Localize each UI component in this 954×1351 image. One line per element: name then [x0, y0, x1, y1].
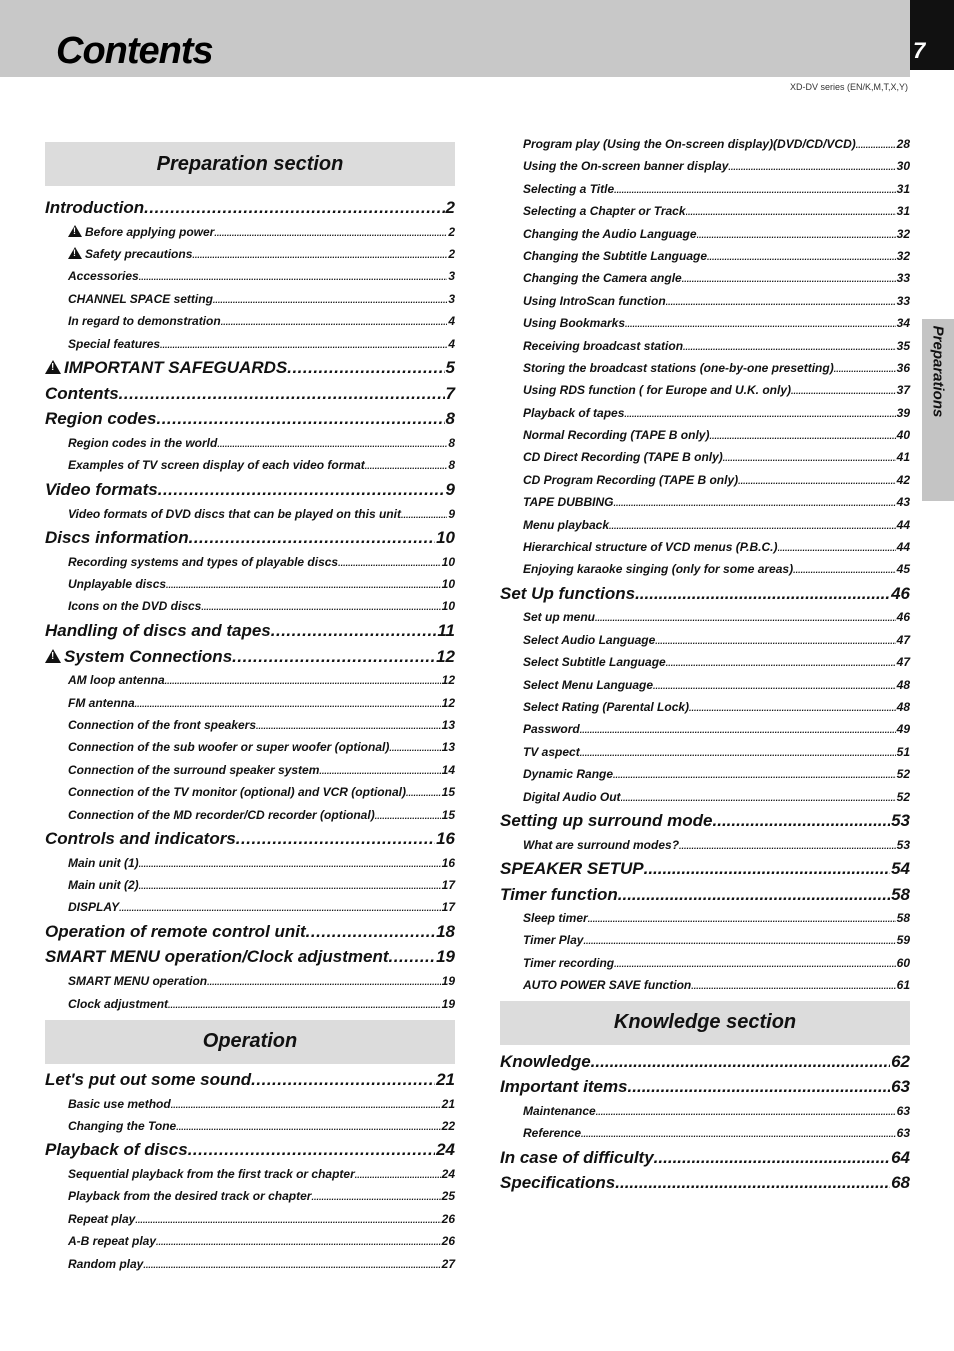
toc-entry[interactable]: Handling of discs and tapes ..... 11: [45, 618, 455, 644]
toc-entry[interactable]: TAPE DUBBING ..... 43: [500, 491, 910, 513]
toc-entry[interactable]: CHANNEL SPACE setting ..... 3: [45, 288, 455, 310]
toc-entry[interactable]: Select Subtitle Language ..... 47: [500, 651, 910, 673]
toc-entry[interactable]: Select Rating (Parental Lock) ..... 48: [500, 696, 910, 718]
toc-entry[interactable]: Hierarchical structure of VCD menus (P.B.C.) ..... 44: [500, 536, 910, 558]
toc-entry[interactable]: Receiving broadcast station ..... 35: [500, 335, 910, 357]
toc-entry[interactable]: Using Bookmarks ..... 34: [500, 312, 910, 334]
toc-entry[interactable]: Using RDS function ( for Europe and U.K. only) ..... 37: [500, 379, 910, 401]
toc-entry[interactable]: Timer function ..... 58: [500, 882, 910, 908]
toc-entry[interactable]: Using IntroScan function ..... 33: [500, 290, 910, 312]
section-header-preparation: Preparation section: [45, 142, 455, 186]
toc-entry[interactable]: A-B repeat play ..... 26: [45, 1230, 455, 1252]
toc-entry[interactable]: SMART MENU operation ..... 19: [45, 970, 455, 992]
page-title: Contents: [56, 30, 213, 72]
toc-entry[interactable]: SPEAKER SETUP ..... 54: [500, 856, 910, 882]
toc-entry[interactable]: Operation of remote control unit ..... 18: [45, 919, 455, 945]
toc-entry[interactable]: Accessories ..... 3: [45, 265, 455, 287]
model-label: XD-DV series (EN/K,M,T,X,Y): [789, 82, 908, 92]
toc-right-column: [500, 133, 910, 1196]
toc-entry[interactable]: Connection of the MD recorder/CD recorder (optional) ..... 15: [45, 804, 455, 826]
section-header-operation: Operation: [45, 1020, 455, 1064]
warning-icon: [68, 225, 82, 237]
side-tab-label: Preparations: [929, 325, 947, 418]
toc-entry[interactable]: ! System Connections ..... 12: [45, 644, 455, 670]
toc-entry[interactable]: In case of difficulty ..... 64: [500, 1145, 910, 1171]
toc-entry[interactable]: ! Safety precautions ..... 2: [45, 243, 455, 265]
toc-entry[interactable]: Connection of the front speakers ..... 13: [45, 714, 455, 736]
toc-entry[interactable]: Connection of the TV monitor (optional) and VCR (optional) ..... 15: [45, 781, 455, 803]
toc-entry[interactable]: Basic use method ..... 21: [45, 1093, 455, 1115]
toc-entry[interactable]: Changing the Subtitle Language ..... 32: [500, 245, 910, 267]
toc-entry[interactable]: Password ..... 49: [500, 718, 910, 740]
toc-entry[interactable]: ! IMPORTANT SAFEGUARDS ..... 5: [45, 355, 455, 381]
toc-entry[interactable]: Set Up functions ..... 46: [500, 581, 910, 607]
toc-entry[interactable]: Region codes ..... 8: [45, 406, 455, 432]
toc-entry[interactable]: Selecting a Title ..... 31: [500, 178, 910, 200]
toc-entry[interactable]: Controls and indicators ..... 16: [45, 826, 455, 852]
toc-entry[interactable]: Discs information ..... 10: [45, 525, 455, 551]
toc-entry[interactable]: SMART MENU operation/Clock adjustment ..... 19: [45, 944, 455, 970]
toc-entry[interactable]: Region codes in the world ..... 8: [45, 432, 455, 454]
section-header-knowledge: Knowledge section: [500, 1001, 910, 1045]
toc-entry[interactable]: Enjoying karaoke singing (only for some areas) ..... 45: [500, 558, 910, 580]
toc-entry[interactable]: In regard to demonstration ..... 4: [45, 310, 455, 332]
warning-icon: [68, 247, 82, 259]
toc-entry[interactable]: Main unit (1) ..... 16: [45, 852, 455, 874]
toc-entry[interactable]: Selecting a Chapter or Track ..... 31: [500, 200, 910, 222]
toc-entry[interactable]: Main unit (2) ..... 17: [45, 874, 455, 896]
toc-entry[interactable]: CD Direct Recording (TAPE B only) ..... 41: [500, 446, 910, 468]
toc-entry[interactable]: Special features ..... 4: [45, 333, 455, 355]
toc-entry[interactable]: AUTO POWER SAVE function ..... 61: [500, 974, 910, 996]
toc-left-column: [45, 142, 455, 1275]
toc-entry[interactable]: Changing the Tone ..... 22: [45, 1115, 455, 1137]
toc-entry[interactable]: Reference ..... 63: [500, 1122, 910, 1144]
toc-entry[interactable]: AM loop antenna ..... 12: [45, 669, 455, 691]
side-tab[interactable]: [922, 319, 954, 501]
warning-icon: [45, 649, 61, 663]
toc-entry[interactable]: Playback of discs ..... 24: [45, 1137, 455, 1163]
toc-entry[interactable]: Using the On-screen banner display ..... 30: [500, 155, 910, 177]
toc-entry[interactable]: Normal Recording (TAPE B only) ..... 40: [500, 424, 910, 446]
toc-entry[interactable]: Sequential playback from the first track or chapter ..... 24: [45, 1163, 455, 1185]
toc-entry[interactable]: Sleep timer ..... 58: [500, 907, 910, 929]
toc-entry[interactable]: Repeat play ..... 26: [45, 1208, 455, 1230]
toc-entry[interactable]: Connection of the sub woofer or super woofer (optional) ..... 13: [45, 736, 455, 758]
toc-entry[interactable]: Random play ..... 27: [45, 1253, 455, 1275]
toc-entry[interactable]: Timer Play ..... 59: [500, 929, 910, 951]
toc-entry[interactable]: Specifications ..... 68: [500, 1170, 910, 1196]
toc-entry[interactable]: Set up menu ..... 46: [500, 606, 910, 628]
toc-entry[interactable]: Contents ..... 7: [45, 381, 455, 407]
toc-entry[interactable]: Examples of TV screen display of each video format ..... 8: [45, 454, 455, 476]
toc-entry[interactable]: ! Before applying power ..... 2: [45, 221, 455, 243]
toc-entry[interactable]: Connection of the surround speaker system ..... 14: [45, 759, 455, 781]
toc-entry[interactable]: Select Menu Language ..... 48: [500, 674, 910, 696]
toc-entry[interactable]: Clock adjustment ..... 19: [45, 993, 455, 1015]
toc-entry[interactable]: Program play (Using the On-screen display)(DVD/CD/VCD) ..... 28: [500, 133, 910, 155]
toc-entry[interactable]: Changing the Camera angle ..... 33: [500, 267, 910, 289]
toc-entry[interactable]: Knowledge ..... 62: [500, 1049, 910, 1075]
toc-entry[interactable]: Setting up surround mode ..... 53: [500, 808, 910, 834]
toc-entry[interactable]: Menu playback ..... 44: [500, 514, 910, 536]
toc-entry[interactable]: Dynamic Range ..... 52: [500, 763, 910, 785]
toc-entry[interactable]: Video formats ..... 9: [45, 477, 455, 503]
toc-entry[interactable]: Select Audio Language ..... 47: [500, 629, 910, 651]
toc-entry[interactable]: Playback from the desired track or chapter ..... 25: [45, 1185, 455, 1207]
toc-entry[interactable]: Storing the broadcast stations (one-by-one presetting) ..... 36: [500, 357, 910, 379]
toc-entry[interactable]: What are surround modes? ..... 53: [500, 834, 910, 856]
toc-entry[interactable]: Recording systems and types of playable discs ..... 10: [45, 551, 455, 573]
page-number: 7: [910, 0, 954, 70]
toc-entry[interactable]: Important items ..... 63: [500, 1074, 910, 1100]
toc-entry[interactable]: Changing the Audio Language ..... 32: [500, 223, 910, 245]
toc-entry[interactable]: Icons on the DVD discs ..... 10: [45, 595, 455, 617]
toc-entry[interactable]: Timer recording ..... 60: [500, 952, 910, 974]
toc-entry[interactable]: Digital Audio Out ..... 52: [500, 786, 910, 808]
toc-entry[interactable]: CD Program Recording (TAPE B only) ..... 42: [500, 469, 910, 491]
toc-entry[interactable]: FM antenna ..... 12: [45, 692, 455, 714]
toc-entry[interactable]: TV aspect ..... 51: [500, 741, 910, 763]
toc-entry[interactable]: Let's put out some sound ..... 21: [45, 1067, 455, 1093]
warning-icon: [45, 360, 61, 374]
toc-entry[interactable]: Playback of tapes ..... 39: [500, 402, 910, 424]
toc-entry[interactable]: Unplayable discs ..... 10: [45, 573, 455, 595]
toc-entry[interactable]: Video formats of DVD discs that can be played on this unit ..... 9: [45, 503, 455, 525]
toc-entry[interactable]: DISPLAY ..... 17: [45, 896, 455, 918]
toc-entry[interactable]: Introduction ..... 2: [45, 195, 455, 221]
toc-entry[interactable]: Maintenance ..... 63: [500, 1100, 910, 1122]
